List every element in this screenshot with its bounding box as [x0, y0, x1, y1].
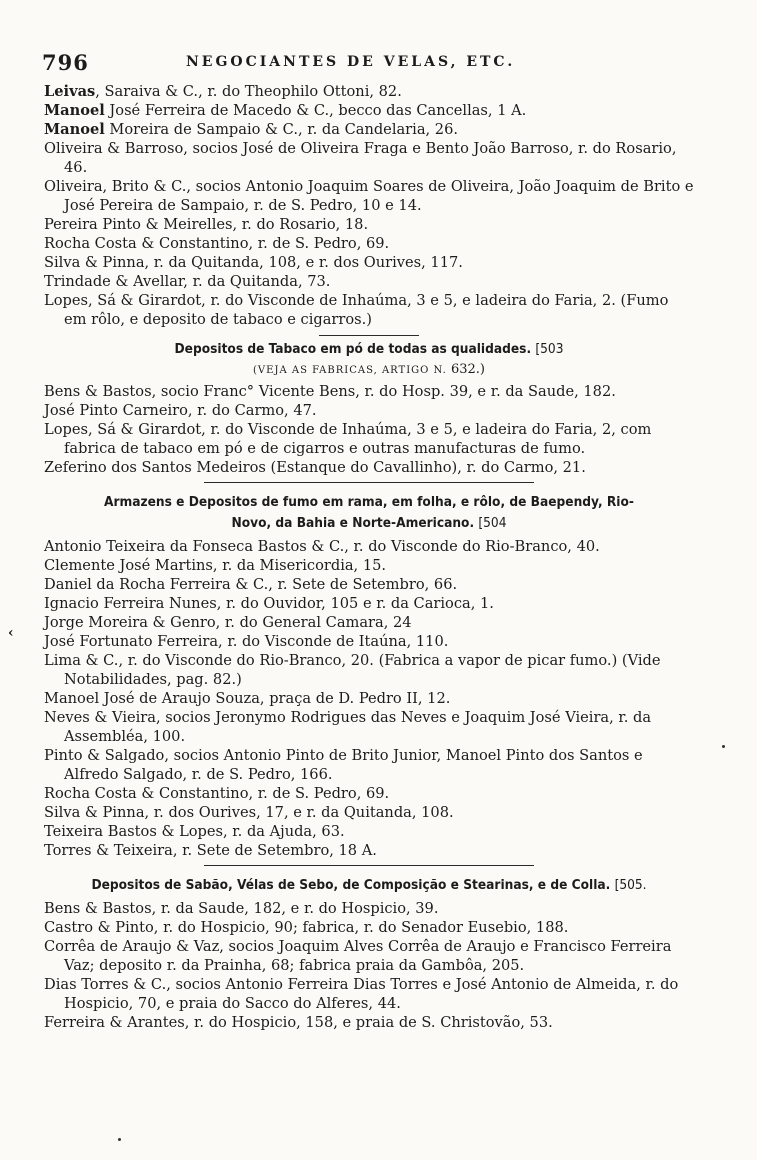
section-2-list	[44, 382, 694, 477]
list-item: Lopes, Sá & Girardot, r. do Visconde de Inhaúma, 3 e 5, e ladeira do Faria, 2, com fabrica de tabaco em pó e de cigarros e outras manufacturas de fumo.	[44, 421, 652, 457]
list-item: Pereira Pinto & Meirelles, r. do Rosario, 18.	[44, 216, 369, 233]
list-item: Daniel da Rocha Ferreira & C., r. Sete de Setembro, 66.	[44, 576, 458, 593]
list-item: Bens & Bastos, socio Franc° Vicente Bens, r. do Hosp. 39, e r. da Saude, 182.	[44, 383, 616, 400]
ink-speck	[118, 1138, 121, 1141]
list-item: Silva & Pinna, r. dos Ourives, 17, e r. da Quitanda, 108.	[44, 804, 454, 821]
list-item: Manoel Moreira de Sampaio & C., r. da Candelaria, 26.	[44, 121, 459, 138]
ink-speck	[722, 745, 725, 748]
list-item: José Fortunato Ferreira, r. do Visconde de Itaúna, 110.	[44, 633, 449, 650]
list-item: Neves & Vieira, socios Jeronymo Rodrigues das Neves e Joaquim José Vieira, r. da Assembléa, 100.	[44, 709, 652, 745]
divider	[319, 335, 419, 336]
list-item: Castro & Pinto, r. do Hospicio, 90; fabrica, r. do Senador Eusebio, 188.	[44, 919, 569, 936]
list-item: Manoel José de Araujo Souza, praça de D. Pedro II, 12.	[44, 690, 451, 707]
directory-page	[44, 50, 694, 1032]
list-item: Bens & Bastos, r. da Saude, 182, e r. do Hospicio, 39.	[44, 900, 439, 917]
divider	[204, 482, 534, 483]
page-header	[44, 50, 694, 82]
list-item: Lopes, Sá & Girardot, r. do Visconde de Inhaúma, 3 e 5, e ladeira do Faria, 2. (Fumo em rôlo, e deposito de tabaco e cigarros.)	[44, 292, 669, 328]
list-item: Oliveira, Brito & C., socios Antonio Joaquim Soares de Oliveira, João Joaquim de Brito e José Pereira de Sampaio, r. de S. Pedro, 10 e 14.	[44, 178, 694, 214]
section-3-list	[44, 537, 694, 860]
list-item: Zeferino dos Santos Medeiros (Estanque do Cavallinho), r. do Carmo, 21.	[44, 459, 586, 476]
list-item: Leivas, Saraiva & C., r. do Theophilo Ottoni, 82.	[44, 83, 402, 100]
section-title: Armazens e Depositos de fumo em rama, em folha, e rôlo, de Baependy, Rio-	[104, 494, 634, 510]
list-item: Oliveira & Barroso, socios José de Oliveira Fraga e Bento João Barroso, r. do Rosario, 46.	[44, 140, 677, 176]
section-title-continued: Novo, da Bahia e Norte-Americano. [504	[231, 515, 507, 531]
margin-mark: ‹	[8, 625, 14, 641]
list-item: Jorge Moreira & Genro, r. do General Camara, 24	[44, 614, 412, 631]
section-title: Depositos de Tabaco em pó de todas as qualidades. [503	[174, 341, 564, 357]
list-item: Rocha Costa & Constantino, r. de S. Pedro, 69.	[44, 235, 390, 252]
section-note: (VEJA AS FABRICAS, ARTIGO N. 632.)	[253, 362, 485, 377]
section-title: Depositos de Sabão, Vélas de Sebo, de Composição e Stearinas, e de Colla. [505.	[91, 877, 647, 893]
list-item: Ignacio Ferreira Nunes, r. do Ouvidor, 105 e r. da Carioca, 1.	[44, 595, 494, 612]
list-item: Corrêa de Araujo & Vaz, socios Joaquim Alves Corrêa de Araujo e Francisco Ferreira Vaz; deposito r. da Prainha, 68; fabrica praia da Gambôa, 205.	[44, 938, 672, 974]
list-item: Lima & C., r. do Visconde do Rio-Branco, 20. (Fabrica a vapor de picar fumo.) (Vide Notabilidades, pag. 82.)	[44, 652, 661, 688]
list-item: Ferreira & Arantes, r. do Hospicio, 158, e praia de S. Christovão, 53.	[44, 1014, 553, 1031]
running-head: NEGOCIANTES DE VELAS, ETC.	[186, 54, 516, 70]
section-4-list	[44, 899, 694, 1032]
list-item: Dias Torres & C., socios Antonio Ferreira Dias Torres e José Antonio de Almeida, r. do Hospicio, 70, e praia do Sacco do Alferes, 44.	[44, 976, 679, 1012]
list-item: Manoel José Ferreira de Macedo & C., becco das Cancellas, 1 A.	[44, 102, 527, 119]
list-item: Torres & Teixeira, r. Sete de Setembro, 18 A.	[44, 842, 377, 859]
list-item: Silva & Pinna, r. da Quitanda, 108, e r. dos Ourives, 117.	[44, 254, 463, 271]
list-item: Teixeira Bastos & Lopes, r. da Ajuda, 63.	[44, 823, 345, 840]
list-item: Rocha Costa & Constantino, r. de S. Pedro, 69.	[44, 785, 390, 802]
list-item: Clemente José Martins, r. da Misericordia, 15.	[44, 557, 387, 574]
list-item: José Pinto Carneiro, r. do Carmo, 47.	[44, 402, 317, 419]
section-1-list	[44, 82, 694, 329]
list-item: Antonio Teixeira da Fonseca Bastos & C., r. do Visconde do Rio-Branco, 40.	[44, 538, 600, 555]
page-number: 796	[42, 50, 89, 75]
divider	[204, 865, 534, 866]
list-item: Trindade & Avellar, r. da Quitanda, 73.	[44, 273, 331, 290]
list-item: Pinto & Salgado, socios Antonio Pinto de Brito Junior, Manoel Pinto dos Santos e Alfredo Salgado, r. de S. Pedro, 166.	[44, 747, 643, 783]
